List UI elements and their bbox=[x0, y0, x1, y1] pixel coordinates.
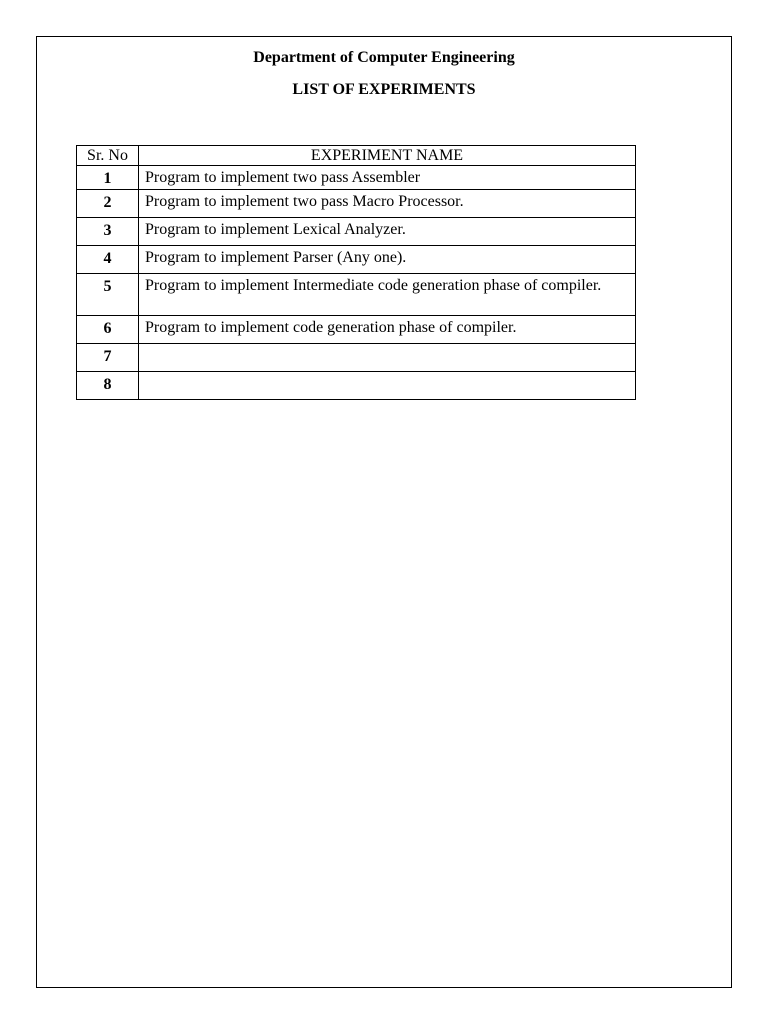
experiment-name-cell bbox=[139, 344, 636, 372]
experiment-name-cell: Program to implement Lexical Analyzer. bbox=[139, 218, 636, 246]
column-header-experiment-name: EXPERIMENT NAME bbox=[139, 146, 636, 166]
sr-no-cell: 2 bbox=[77, 190, 139, 218]
table-row bbox=[77, 274, 636, 316]
experiments-table bbox=[76, 145, 636, 400]
sr-no-cell: 1 bbox=[77, 166, 139, 190]
table-row bbox=[77, 344, 636, 372]
sr-no-cell: 4 bbox=[77, 246, 139, 274]
table-row bbox=[77, 372, 636, 400]
sr-no-cell: 8 bbox=[77, 372, 139, 400]
table-row bbox=[77, 166, 636, 190]
experiment-name-cell bbox=[139, 372, 636, 400]
experiment-name-cell: Program to implement two pass Macro Processor. bbox=[139, 190, 636, 218]
table-row bbox=[77, 190, 636, 218]
table-row bbox=[77, 246, 636, 274]
sr-no-cell: 6 bbox=[77, 316, 139, 344]
column-header-sr-no: Sr. No bbox=[77, 146, 139, 166]
table-row bbox=[77, 316, 636, 344]
experiment-name-cell: Program to implement Parser (Any one). bbox=[139, 246, 636, 274]
table-header-row bbox=[77, 146, 636, 166]
experiment-name-cell: Program to implement code generation phase of compiler. bbox=[139, 316, 636, 344]
list-title: LIST OF EXPERIMENTS bbox=[292, 81, 476, 98]
sr-no-cell: 3 bbox=[77, 218, 139, 246]
experiment-name-cell: Program to implement Intermediate code generation phase of compiler. bbox=[139, 274, 636, 316]
table-row bbox=[77, 218, 636, 246]
department-title: Department of Computer Engineering bbox=[253, 49, 515, 66]
experiment-name-cell: Program to implement two pass Assembler bbox=[139, 166, 636, 190]
sr-no-cell: 5 bbox=[77, 274, 139, 316]
sr-no-cell: 7 bbox=[77, 344, 139, 372]
